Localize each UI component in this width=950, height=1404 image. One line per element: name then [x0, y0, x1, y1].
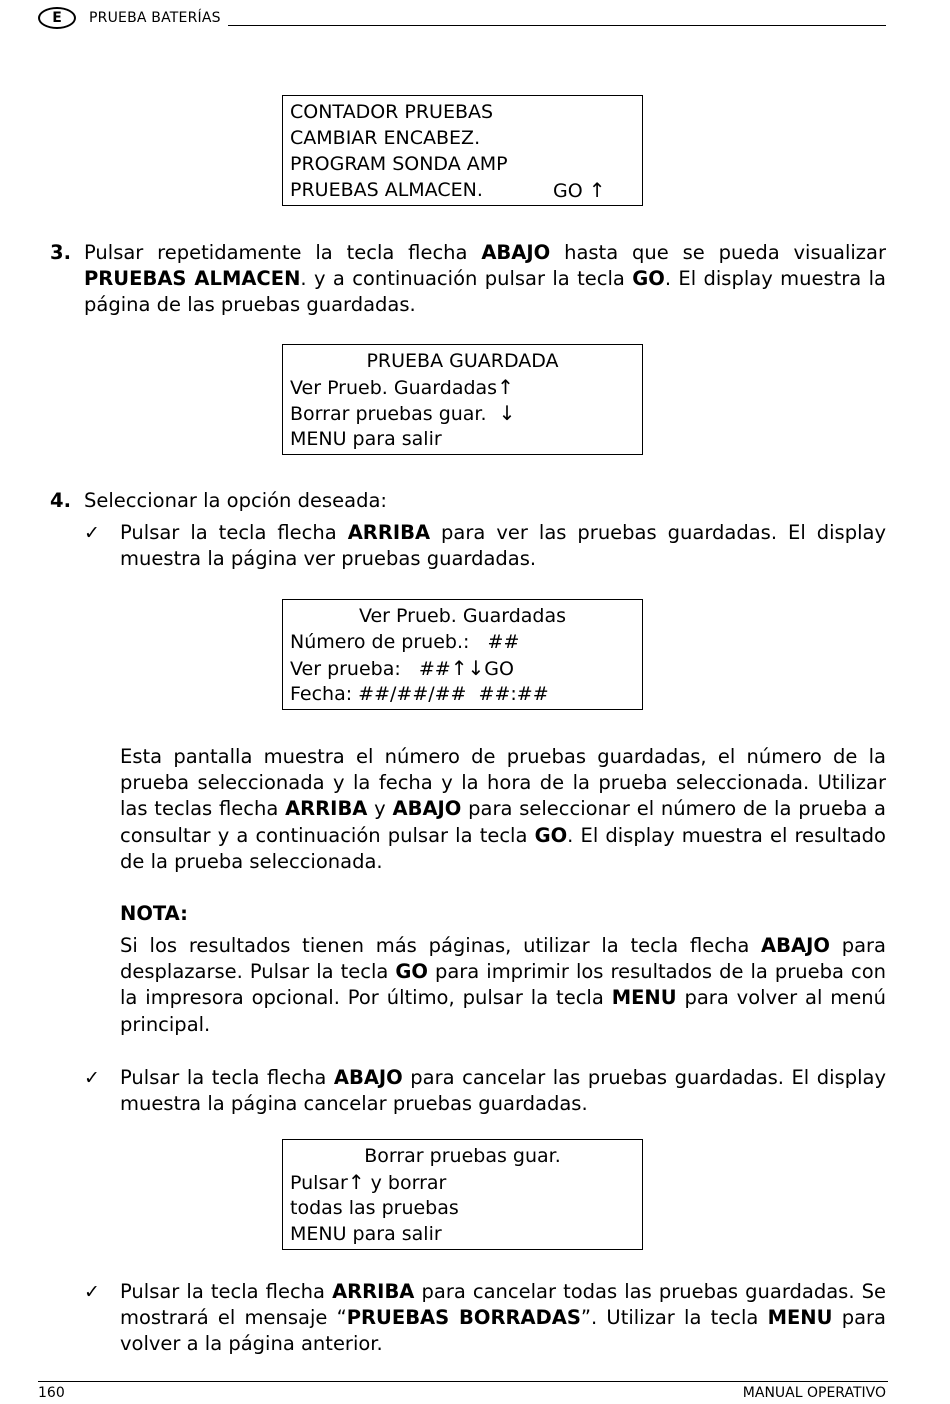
display-line: Pulsar↑ y borrar: [290, 1170, 447, 1194]
display-main-menu: [282, 95, 643, 206]
checkmark-icon: ✓: [84, 1067, 100, 1089]
arrow-up-icon: ↑: [497, 375, 514, 399]
description-paragraph: Esta pantalla muestra el número de pruebas guardadas, el número de la prueba seleccionada y la fecha y la hora de la prueba seleccionada. Utilizar las teclas flecha ARRIBA y ABAJO para seleccionar el número de la prueba a consultar y a continuación pulsar la tecla GO. El display muestra el resultado de la prueba seleccionada.: [120, 745, 886, 873]
bullet-2-text: Pulsar la tecla flecha ABAJO para cancelar las pruebas guardadas. El display muestra la página cancelar pruebas guardadas.: [120, 1066, 886, 1116]
arrow-up-icon: ↑: [347, 1170, 365, 1194]
step-3-text: Pulsar repetidamente la tecla flecha ABAJO hasta que se pueda visualizar PRUEBAS ALMACEN. y a continuación pulsar la tecla GO. El display muestra la página de las pruebas guardadas.: [84, 241, 886, 317]
bullet-1-text: Pulsar la tecla flecha ARRIBA para ver las pruebas guardadas. El display muestra la página ver pruebas guardadas.: [120, 521, 886, 571]
display-line: MENU para salir: [290, 1223, 442, 1245]
step-number: 4.: [50, 489, 71, 512]
footer-manual-title: MANUAL OPERATIVO: [742, 1385, 886, 1401]
display-delete-tests: [282, 1139, 643, 1250]
header-title: PRUEBA BATERÍAS: [89, 10, 221, 26]
display-line: Número de prueb.: ##: [290, 631, 520, 653]
arrow-down-icon: ↓: [498, 401, 516, 425]
display-line: Fecha: ##/##/## ##:##: [290, 683, 549, 705]
display-line: CONTADOR PRUEBAS: [290, 101, 494, 123]
display-saved-tests: [282, 344, 643, 455]
arrow-down-icon: ↓: [467, 656, 485, 680]
header-rule: [228, 25, 886, 26]
display-view-tests: [282, 599, 643, 710]
bullet-3-text: Pulsar la tecla flecha ARRIBA para cancelar todas las pruebas guardadas. Se mostrará el mensaje “PRUEBAS BORRADAS”. Utilizar la tecla MENU para volver a la página anterior.: [120, 1280, 886, 1356]
display-line: Ver Prueb. Guardadas↑: [290, 375, 514, 399]
go-label: GO: [553, 180, 583, 202]
display-line: [290, 177, 642, 203]
display-line: Ver prueba: ##↑↓GO: [290, 656, 514, 680]
display-line: PROGRAM SONDA AMP: [290, 153, 508, 175]
display-line-text: PRUEBAS ALMACEN.: [290, 179, 483, 201]
display-title: PRUEBA GUARDADA: [366, 350, 559, 372]
page-number: 160: [38, 1385, 65, 1401]
display-line: Borrar pruebas guar. ↓: [290, 401, 516, 425]
note-text: Si los resultados tienen más páginas, utilizar la tecla flecha ABAJO para desplazarse. Pulsar la tecla GO para imprimir los resultados de la prueba con la impresora opcional. Por último, pulsar la tecla MENU para volver al menú principal.: [120, 934, 887, 1036]
display-line: todas las pruebas: [290, 1197, 459, 1219]
display-title: Borrar pruebas guar.: [364, 1145, 561, 1167]
checkmark-icon: ✓: [84, 522, 100, 544]
arrow-up-icon: ↑: [450, 656, 468, 680]
language-badge: E: [38, 7, 76, 29]
display-title: Ver Prueb. Guardadas: [358, 605, 567, 627]
display-line: CAMBIAR ENCABEZ.: [290, 127, 481, 149]
display-line: MENU para salir: [290, 428, 442, 450]
checkmark-icon: ✓: [84, 1281, 100, 1303]
arrow-up-icon: ↑: [588, 178, 606, 202]
note-heading: NOTA:: [120, 902, 188, 925]
footer-rule: [38, 1381, 888, 1382]
step-4-text: Seleccionar la opción deseada:: [84, 489, 387, 512]
step-number: 3.: [50, 241, 71, 264]
